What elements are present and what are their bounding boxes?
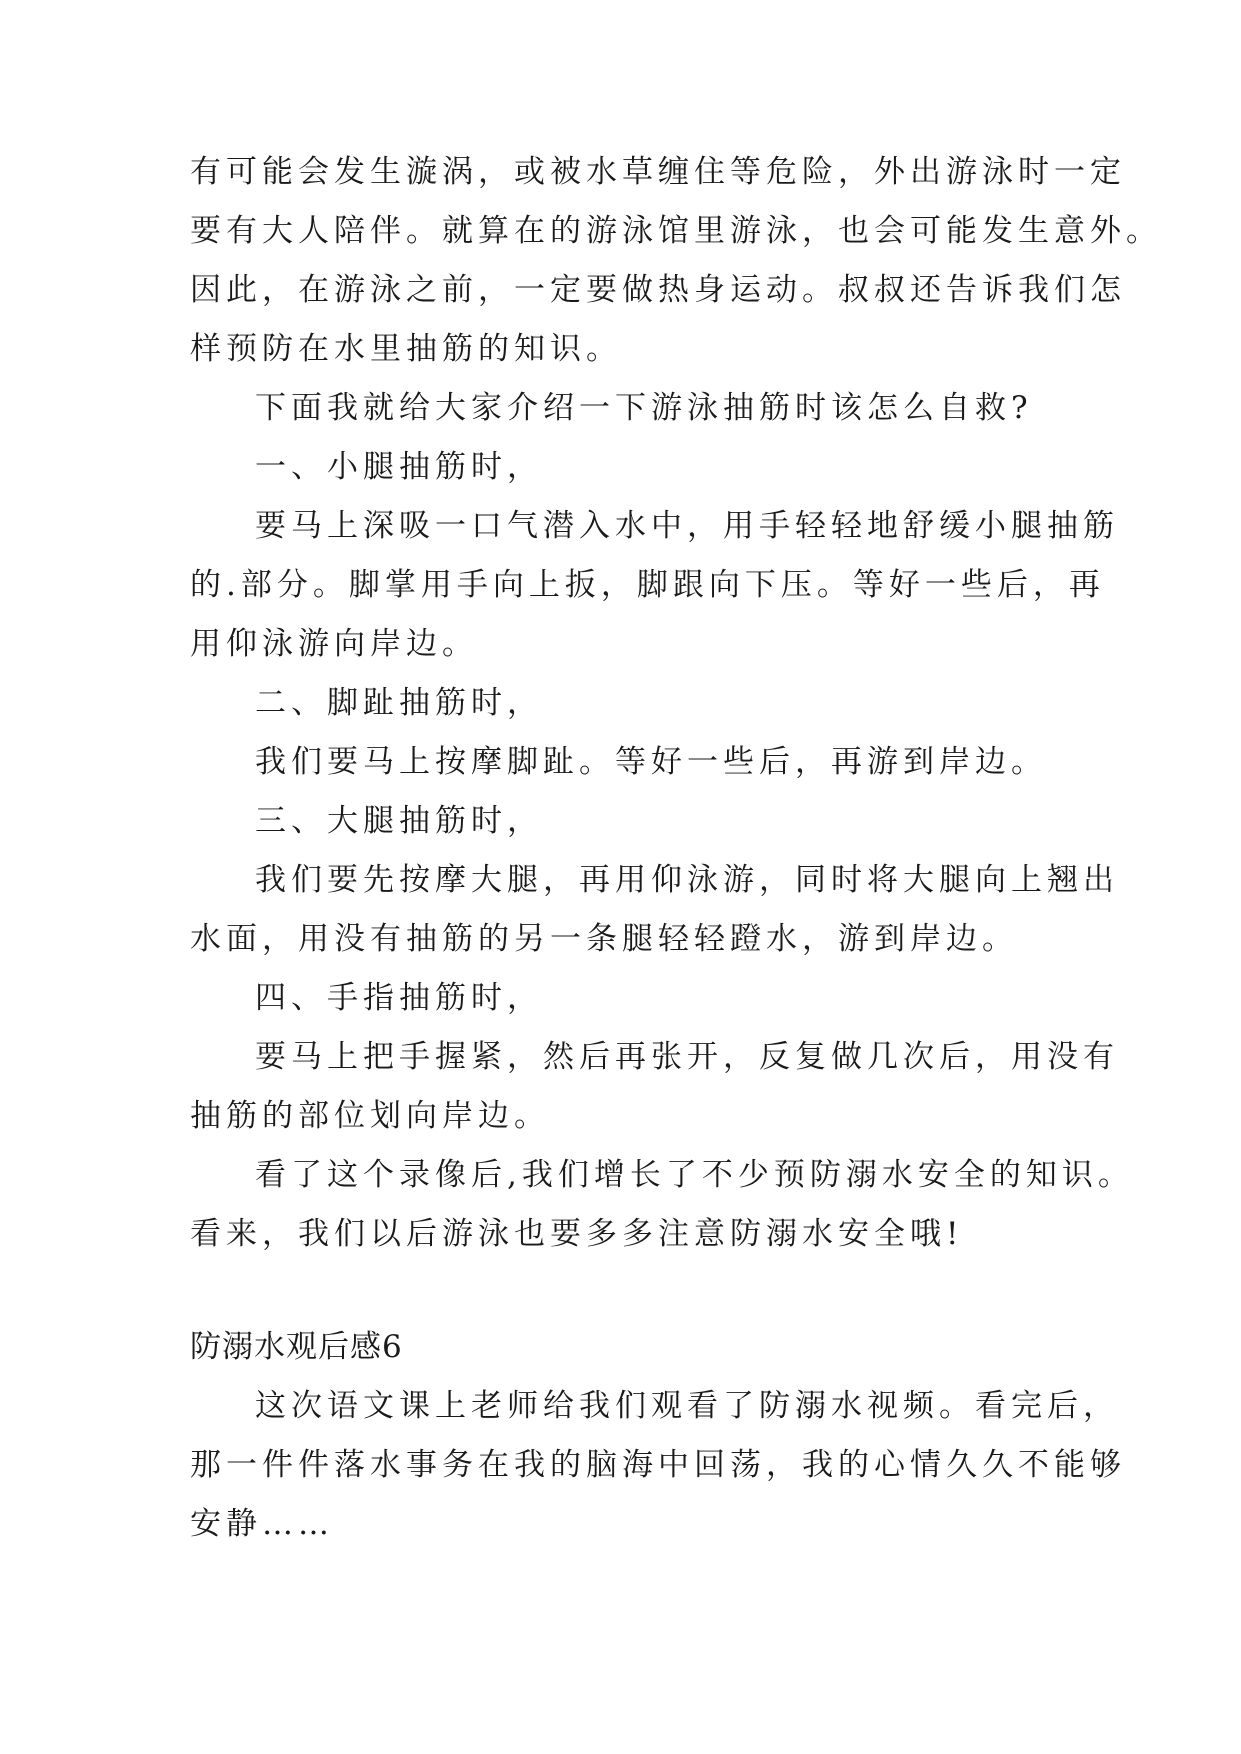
text-line: 安静…… [190,1506,334,1542]
text-line: 抽筋的部位划向岸边。 [190,1098,550,1134]
text-line: 的.部分。脚掌用手向上扳，脚跟向下压。等好一些后，再 [190,567,1105,603]
text-line: 我们要先按摩大腿，再用仰泳游，同时将大腿向上翘出 [255,862,1119,898]
text-line: 我们要马上按摩脚趾。等好一些后，再游到岸边。 [255,744,1047,780]
text-line: 四、手指抽筋时， [255,980,543,1016]
text-line: 看来，我们以后游泳也要多多注意防溺水安全哦! [190,1216,964,1252]
text-line: 因此，在游泳之前，一定要做热身运动。叔叔还告诉我们怎 [190,272,1126,308]
text-line: 下面我就给大家介绍一下游泳抽筋时该怎么自救? [255,390,1033,426]
text-line: 三、大腿抽筋时， [255,803,543,839]
text-line: 要马上把手握紧，然后再张开，反复做几次后，用没有 [255,1039,1119,1075]
section-heading: 防溺水观后感6 [190,1329,403,1365]
text-line: 那一件件落水事务在我的脑海中回荡，我的心情久久不能够 [190,1447,1126,1483]
text-line: 一、小腿抽筋时， [255,449,543,485]
text-line: 二、脚趾抽筋时， [255,685,543,721]
text-line: 看了这个录像后,我们增长了不少预防溺水安全的知识。 [255,1157,1134,1193]
text-line: 这次语文课上老师给我们观看了防溺水视频。看完后， [255,1388,1119,1424]
text-line: 水面，用没有抽筋的另一条腿轻轻蹬水，游到岸边。 [190,921,1018,957]
text-line: 样预防在水里抽筋的知识。 [190,331,622,367]
text-line: 要有大人陪伴。就算在的游泳馆里游泳，也会可能发生意外。 [190,213,1162,249]
text-line: 用仰泳游向岸边。 [190,626,478,662]
text-line: 有可能会发生漩涡，或被水草缠住等危险，外出游泳时一定 [190,154,1126,190]
text-line: 要马上深吸一口气潜入水中，用手轻轻地舒缓小腿抽筋 [255,508,1119,544]
